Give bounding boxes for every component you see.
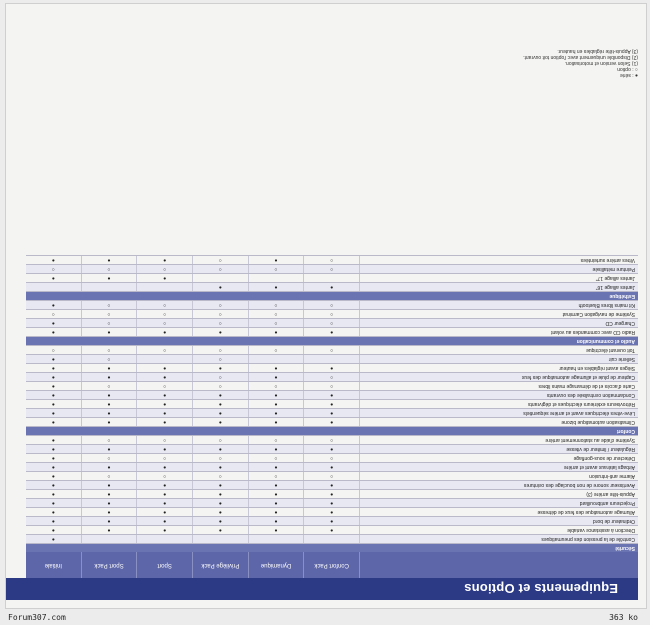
availability-cell: ○ [304,373,360,381]
header-column-5: Sport Pack [82,552,138,578]
section-header-row [26,336,638,345]
availability-cell [249,355,305,363]
availability-cell: ● [137,508,193,516]
availability-cell: ● [249,328,305,336]
page-title: Equipements et Options [464,581,618,597]
availability-cell [26,292,82,300]
availability-cell: ● [249,400,305,408]
availability-cell: ● [26,256,82,264]
section-header-row [26,291,638,300]
watermark-bar [0,610,650,625]
availability-cell: ● [249,283,305,291]
availability-cell: ● [249,508,305,516]
equipment-label: Kit mains libres Bluetooth [578,302,635,308]
table-row [26,444,638,453]
availability-cell: ● [26,508,82,516]
availability-cell: ○ [193,382,249,390]
availability-cell: ● [193,391,249,399]
availability-cell [26,427,82,435]
availability-cell: ○ [304,346,360,354]
availability-cell: ● [82,445,138,453]
availability-cell [249,274,305,282]
availability-cell: ● [26,274,82,282]
footnote: (3) Appuis-tête réglables en hauteur. [557,48,638,54]
availability-cell [137,292,193,300]
availability-cell: ○ [26,346,82,354]
availability-cell: ● [82,409,138,417]
availability-cell: ● [137,481,193,489]
equipment-label: Ordinateur de bord [593,518,635,524]
equipment-label: Condamnation centralisée des ouvrants [546,392,635,398]
availability-cell: ○ [137,319,193,327]
availability-cell: ○ [137,382,193,390]
availability-cell: ● [304,481,360,489]
availability-cell: ● [26,463,82,471]
availability-cell: ○ [137,301,193,309]
availability-cell: ● [304,283,360,291]
availability-cell [193,535,249,543]
column-header-row [26,552,638,578]
availability-cell: ● [304,463,360,471]
availability-cell: ● [137,418,193,426]
equipment-label: Lève-vitres électriques avant et arrière séquentiels [523,410,635,416]
availability-cell: ● [26,535,82,543]
availability-cell: ● [82,373,138,381]
equipment-label: Détecteur de sous-gonflage [573,455,635,461]
table-row [26,255,638,264]
table-row [26,381,638,390]
availability-cell [26,337,82,345]
table-row [26,399,638,408]
availability-cell: ● [304,508,360,516]
table-row [26,471,638,480]
availability-cell: ● [26,355,82,363]
availability-cell: ○ [82,382,138,390]
table-row [26,480,638,489]
availability-cell: ○ [82,301,138,309]
availability-cell [249,544,305,552]
availability-cell [82,427,138,435]
header-column-4: Sport [137,552,193,578]
availability-cell: ● [193,418,249,426]
table-row [26,534,638,543]
equipment-label: Sièges avant réglables en hauteur [559,365,635,371]
availability-cell: ● [193,328,249,336]
availability-cell: ● [82,508,138,516]
availability-cell [304,535,360,543]
table-row [26,264,638,273]
equipment-label: Système de navigation Carminat [562,311,635,317]
availability-cell: ● [26,445,82,453]
availability-cell [82,292,138,300]
section-header-row [26,426,638,435]
availability-cell: ○ [193,319,249,327]
availability-cell [304,544,360,552]
availability-cell: ● [137,274,193,282]
equipment-label: Allumage automatique des feux de détresse [537,509,635,515]
availability-cell: ● [137,373,193,381]
availability-cell: ○ [193,355,249,363]
equipment-label: Régulateur / limiteur de vitesse [566,446,635,452]
table-row [26,327,638,336]
table-row [26,435,638,444]
availability-cell: ● [249,418,305,426]
availability-cell [137,427,193,435]
page-title-bar [6,578,638,600]
equipment-label: Radio CD avec commandes au volant [551,329,635,335]
availability-cell: ● [26,526,82,534]
equipment-table [26,82,638,552]
availability-cell: ● [193,526,249,534]
availability-cell: ○ [304,301,360,309]
availability-cell: ● [193,463,249,471]
availability-cell: ● [137,256,193,264]
availability-cell [137,283,193,291]
availability-cell: ○ [82,310,138,318]
availability-cell: ○ [304,256,360,264]
availability-cell: ● [249,391,305,399]
availability-cell: ● [304,445,360,453]
availability-cell: ○ [304,382,360,390]
availability-cell: ○ [82,319,138,327]
table-row [26,507,638,516]
availability-cell: ● [82,481,138,489]
equipment-label: Sellerie cuir [608,356,635,362]
availability-cell: ● [249,526,305,534]
table-row [26,525,638,534]
availability-cell [82,337,138,345]
section-title: Confort [616,428,635,434]
watermark-site: Forum307.com [8,613,66,622]
availability-cell [304,427,360,435]
availability-cell: ○ [304,436,360,444]
availability-cell: ○ [193,256,249,264]
availability-cell: ● [137,490,193,498]
equipment-label: Climatisation automatique bizone [561,419,635,425]
availability-cell: ○ [193,301,249,309]
legend-standard: ● : série [619,72,638,78]
rotated-brochure-page [6,4,646,608]
equipment-label: Vitres arrière surteintées [580,257,635,263]
availability-cell [304,274,360,282]
availability-cell: ● [82,499,138,507]
availability-cell: ● [304,400,360,408]
availability-cell: ○ [249,454,305,462]
availability-cell: ● [304,391,360,399]
availability-cell [304,355,360,363]
availability-cell: ○ [249,301,305,309]
equipment-label: Alarme anti-intrusion [589,473,635,479]
availability-cell: ● [137,517,193,525]
availability-cell: ● [82,274,138,282]
availability-cell: ○ [137,454,193,462]
availability-cell: ○ [82,436,138,444]
table-row [26,462,638,471]
availability-cell: ○ [82,346,138,354]
table-row [26,408,638,417]
availability-cell: ● [137,526,193,534]
equipment-label: Capteur de pluie et allumage automatique des feux [521,374,635,380]
availability-cell: ● [82,256,138,264]
availability-cell: ● [82,490,138,498]
availability-cell: ● [137,499,193,507]
availability-cell: ○ [304,265,360,273]
header-column-1: Confort Pack [304,552,360,578]
availability-cell: ○ [137,346,193,354]
availability-cell [26,283,82,291]
table-row [26,489,638,498]
equipment-label: Carte d'accès et de démarrage mains libres [538,383,635,389]
table-row [26,300,638,309]
availability-cell [137,535,193,543]
availability-cell: ○ [249,472,305,480]
availability-cell: ○ [137,472,193,480]
equipment-label: Projecteurs antibrouillard [579,500,635,506]
availability-cell: ● [26,400,82,408]
availability-cell: ● [193,508,249,516]
header-column-2: Dynamique [249,552,305,578]
availability-cell: ● [26,382,82,390]
availability-cell: ● [193,499,249,507]
availability-cell: ● [26,499,82,507]
table-row [26,498,638,507]
equipment-label: Peinture métallisée [592,266,635,272]
legend-option: ○ : option [617,66,638,72]
table-row [26,354,638,363]
availability-cell: ● [26,481,82,489]
availability-cell: ● [82,364,138,372]
availability-cell: ○ [304,319,360,327]
header-label-cell [360,552,638,578]
availability-cell [304,337,360,345]
availability-cell [82,535,138,543]
header-column-3: Privilège Pack [193,552,249,578]
availability-cell: ● [249,490,305,498]
availability-cell: ● [193,409,249,417]
availability-cell: ● [82,463,138,471]
availability-cell: ○ [137,436,193,444]
availability-cell: ○ [137,265,193,273]
watermark-size: 363 ko [609,613,638,622]
availability-cell: ● [304,517,360,525]
table-row [26,309,638,318]
availability-cell: ● [26,436,82,444]
availability-cell: ● [82,418,138,426]
availability-cell: ● [137,400,193,408]
availability-cell: ● [26,490,82,498]
availability-cell [193,337,249,345]
table-row [26,282,638,291]
availability-cell: ● [249,409,305,417]
availability-cell: ○ [26,265,82,273]
availability-cell: ○ [304,472,360,480]
table-row [26,516,638,525]
equipment-label: Système d'aide au stationnement arrière [545,437,635,443]
section-title: Esthétique [609,293,635,299]
equipment-label: Contrôle de la pression des pneumatiques [541,536,635,542]
availability-cell: ● [249,364,305,372]
availability-cell: ● [26,373,82,381]
availability-cell: ● [26,319,82,327]
availability-cell: ● [304,526,360,534]
equipment-label: Jantes alliage 16" [595,284,635,290]
equipment-label: Rétroviseurs extérieurs électriques et dégivrants [528,401,635,407]
scanned-page [6,4,646,608]
availability-cell: ○ [82,472,138,480]
availability-cell: ○ [137,310,193,318]
footnote: (2) Disponible uniquement avec l'option toit ouvrant. [523,54,638,60]
availability-cell: ● [193,490,249,498]
availability-cell [137,544,193,552]
equipment-label: Chargeur CD [605,320,635,326]
table-row [26,372,638,381]
section-header-row [26,543,638,552]
availability-cell: ● [304,364,360,372]
availability-cell: ● [193,445,249,453]
table-row [26,273,638,282]
availability-cell: ● [249,445,305,453]
availability-cell: ● [26,409,82,417]
equipment-label: Appuis-tête arrière (3) [586,491,635,497]
availability-cell: ○ [249,382,305,390]
availability-cell: ● [249,481,305,489]
equipment-label: Toit ouvrant électrique [586,347,635,353]
availability-cell: ● [304,490,360,498]
availability-cell: ○ [26,310,82,318]
availability-cell [193,544,249,552]
availability-cell: ● [304,409,360,417]
table-row [26,363,638,372]
availability-cell: ● [82,517,138,525]
equipment-label: Airbags latéraux avant et arrière [563,464,635,470]
availability-cell: ● [26,301,82,309]
availability-cell [249,427,305,435]
section-title: Audio et communication [576,338,635,344]
footnote: (1) Selon version et motorisation. [564,60,638,66]
availability-cell: ● [26,364,82,372]
table-row [26,390,638,399]
availability-cell [249,535,305,543]
availability-cell: ○ [249,346,305,354]
availability-cell: ○ [82,454,138,462]
availability-cell: ● [249,517,305,525]
availability-cell: ○ [249,436,305,444]
availability-cell: ● [249,373,305,381]
availability-cell [193,427,249,435]
availability-cell [137,355,193,363]
availability-cell [193,292,249,300]
table-row [26,417,638,426]
availability-cell: ● [304,418,360,426]
availability-cell: ○ [249,310,305,318]
section-title: Sécurité [615,545,635,551]
availability-cell: ● [137,463,193,471]
availability-cell: ● [137,328,193,336]
availability-cell: ● [82,400,138,408]
availability-cell: ● [249,256,305,264]
availability-cell [26,544,82,552]
availability-cell: ○ [249,265,305,273]
availability-cell: ○ [193,472,249,480]
availability-cell: ● [193,517,249,525]
availability-cell: ○ [193,373,249,381]
table-row [26,453,638,462]
availability-cell: ● [249,463,305,471]
availability-cell: ○ [193,454,249,462]
availability-cell: ● [137,445,193,453]
availability-cell [249,292,305,300]
availability-cell: ○ [193,310,249,318]
equipment-label: Direction à assistance variable [567,527,635,533]
availability-cell: ● [26,517,82,525]
availability-cell: ● [82,391,138,399]
availability-cell: ○ [304,454,360,462]
availability-cell: ● [26,418,82,426]
availability-cell: ○ [82,355,138,363]
availability-cell: ● [82,328,138,336]
table-row [26,318,638,327]
availability-cell [304,292,360,300]
availability-cell: ○ [249,319,305,327]
availability-cell: ● [304,328,360,336]
availability-cell: ● [137,364,193,372]
availability-cell: ○ [193,346,249,354]
table-row [26,345,638,354]
availability-cell: ● [137,409,193,417]
availability-cell: ○ [193,265,249,273]
availability-cell: ● [82,526,138,534]
availability-cell: ● [304,499,360,507]
equipment-label: Jantes alliage 17" [595,275,635,281]
footnotes [38,48,638,78]
availability-cell: ● [193,400,249,408]
availability-cell [82,283,138,291]
availability-cell [249,337,305,345]
availability-cell: ● [26,472,82,480]
availability-cell: ● [26,391,82,399]
availability-cell [82,544,138,552]
availability-cell: ○ [304,310,360,318]
availability-cell: ○ [193,436,249,444]
availability-cell [193,274,249,282]
availability-cell: ○ [82,265,138,273]
header-column-6: Initiale [26,552,82,578]
availability-cell: ● [137,391,193,399]
equipment-label: Avertisseur sonore de non bouclage des ceintures [523,482,635,488]
availability-cell: ● [193,364,249,372]
availability-cell: ● [249,499,305,507]
availability-cell: ● [193,283,249,291]
availability-cell: ● [26,328,82,336]
availability-cell: ● [193,481,249,489]
availability-cell [137,337,193,345]
availability-cell: ● [26,454,82,462]
